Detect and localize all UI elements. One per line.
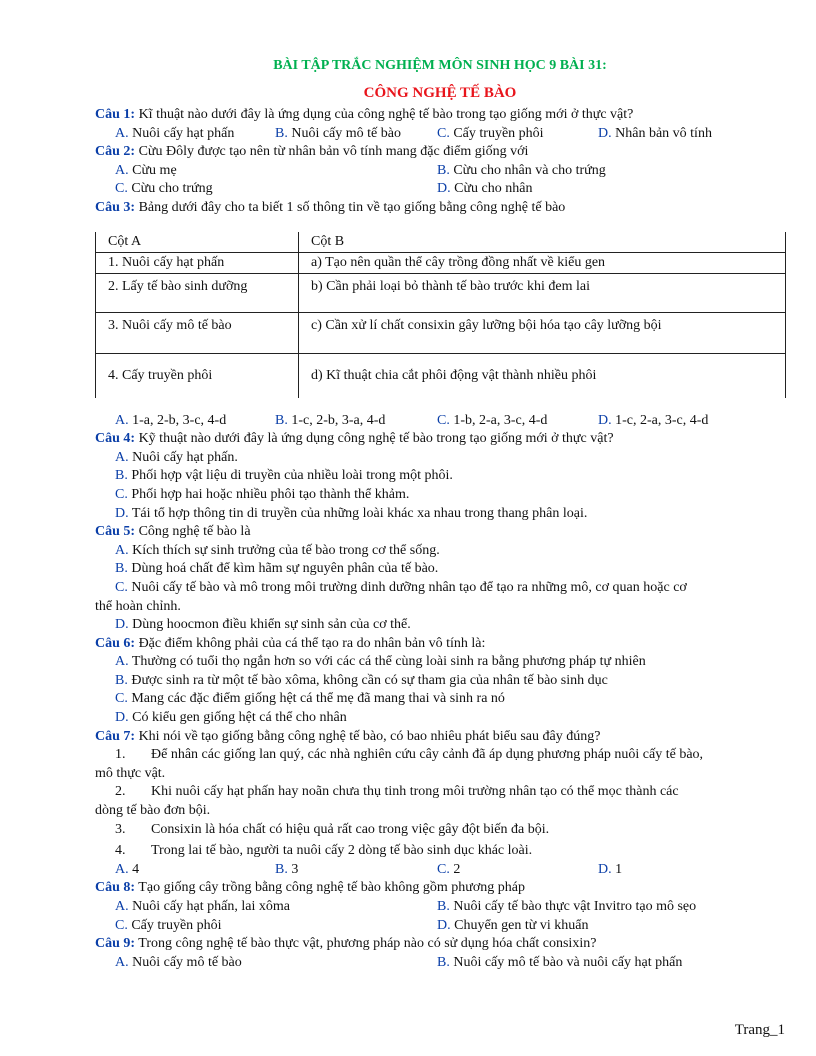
option-d: D. Dùng hoocmon điều khiển sự sinh sản của cơ thể. [115,617,411,633]
option-c: C. 1-b, 2-a, 3-c, 4-d [437,412,548,428]
option-d: D. Tái tổ hợp thông tin di truyền của những loài khác xa nhau trong thang phân loại. [115,505,588,521]
matching-table [95,232,786,398]
option-b: B. Cừu cho nhân và cho trứng [437,162,606,178]
statement-2: 2. Khi nuôi cấy hạt phấn hay noãn chưa thụ tinh trong môi trường nhân tạo có thể mọc thành các [115,784,679,800]
option-a: A. 1-a, 2-b, 3-c, 4-d [115,412,227,428]
question-8-options-row2 [95,917,785,936]
question-2-options-row2 [95,180,785,199]
question-3-options [95,412,785,431]
option-c: C. Cấy truyền phôi [115,917,222,933]
option-d: D. Chuyển gen từ vi khuẩn [437,917,589,933]
option-a: A. Nuôi cấy hạt phấn. [115,449,238,465]
question-9-options-row1 [95,954,785,973]
statement-4: 4. Trong lai tế bào, người ta nuôi cấy 2 dòng tế bào sinh dục khác loài. [115,843,533,859]
option-a: A. 4 [115,861,140,877]
option-a: A. Kích thích sự sinh trưởng của tế bào trong cơ thể sống. [115,542,440,558]
table-header-row [96,232,786,253]
option-c: C. Cấy truyền phôi [437,125,544,141]
question-1: Câu 1: Kĩ thuật nào dưới đây là ứng dụng của công nghệ tế bào trong tạo giống mới ở thực vật? [95,107,634,122]
option-a: A. Thường có tuổi thọ ngắn hơn so với các cá thể cùng loài sinh ra bằng phương pháp tự nhiên [115,654,646,670]
table-header-col-a: Cột A [96,232,299,253]
document-title: BÀI TẬP TRẮC NGHIỆM MÔN SINH HỌC 9 BÀI 31: [273,58,607,73]
option-b: B. 1-c, 2-b, 3-a, 4-d [275,412,386,428]
option-a: A. Nuôi cấy mô tế bào [115,954,242,970]
table-header-col-b: Cột B [299,232,786,253]
question-2-options-row1 [95,162,785,181]
option-b: B. Nuôi cấy tế bào thực vật Invitro tạo mô sẹo [437,899,697,914]
option-d: D. Nhân bản vô tính [598,125,712,141]
option-b: B. Nuôi cấy mô tế bào [275,125,401,141]
question-7-options [95,861,785,880]
option-d: D. Cừu cho nhân [437,181,533,197]
option-b: B. Được sinh ra từ một tế bào xôma, không cần có sự tham gia của nhân tế bào sinh dục [115,672,608,688]
question-8-options-row1 [95,898,785,917]
question-5: Câu 5: Công nghệ tế bào là [95,524,251,540]
option-a: A. Nuôi cấy hạt phấn [115,125,235,141]
question-9: Câu 9: Trong công nghệ tế bào thực vật, phương pháp nào có sử dụng hóa chất consixin? [95,936,597,952]
option-a: A. Nuôi cấy hạt phấn, lai xôma [115,899,290,914]
document-subtitle: CÔNG NGHỆ TẾ BÀO [363,85,517,101]
question-7: Câu 7: Khi nói về tạo giống bằng công nghệ tế bào, có bao nhiêu phát biểu sau đây đúng? [95,728,601,744]
option-b: B. Phối hợp vật liệu di truyền của nhiều loài trong một phôi. [115,468,453,484]
table-row: 1. Nuôi cấy hạt phấn a) Tạo nên quần thể cây trồng đồng nhất về kiểu gen [96,252,786,273]
question-3: Câu 3: Bảng dưới đây cho ta biết 1 số thông tin về tạo giống bằng công nghệ tế bào [95,199,566,215]
option-a: A. Cừu mẹ [115,162,177,178]
option-c: C. Cừu cho trứng [115,181,213,197]
option-d: D. Có kiểu gen giống hệt cá thể cho nhân [115,710,347,726]
statement-1-continuation: mô thực vật. [95,765,166,781]
question-6: Câu 6: Đặc điểm không phải của cá thể tạo ra do nhân bản vô tính là: [95,635,486,651]
option-c: C. Phối hợp hai hoặc nhiều phôi tạo thành thể khảm. [115,486,410,502]
page-number: Trang_1 [734,1022,785,1038]
option-b: B. Nuôi cấy mô tế bào và nuôi cấy hạt phấn [437,954,683,970]
question-4: Câu 4: Kỹ thuật nào dưới đây là ứng dụng công nghệ tế bào trong tạo giống mới ở thực vật? [95,431,614,447]
statement-2-continuation: dòng tế bào đơn bội. [95,803,211,819]
option-d: D. 1 [598,861,623,877]
option-d: D. 1-c, 2-a, 3-c, 4-d [598,412,709,428]
statement-1: 1. Để nhân các giống lan quý, các nhà nghiên cứu cây cảnh đã áp dụng phương pháp nuôi cấy tế bào, [115,747,704,763]
document-page [95,56,785,972]
question-1-options [95,125,785,144]
question-2: Câu 2: Cừu Đôly được tạo nên từ nhân bản vô tính mang đặc điểm giống với [95,144,529,160]
option-c: C. Nuôi cấy tế bào và mô trong môi trường dinh dưỡng nhân tạo để tạo ra những mô, cơ quan hoặc cơ [115,579,687,595]
option-b: B. Dùng hoá chất để kìm hãm sự nguyên phân của tế bào. [115,561,439,577]
option-c-continuation: thể hoàn chỉnh. [95,598,181,614]
option-b: B. 3 [275,861,299,877]
table-row: 4. Cấy truyền phôi d) Kĩ thuật chia cắt phôi động vật thành nhiều phôi [96,353,786,398]
question-8: Câu 8: Tạo giống cây trồng bằng công nghệ tế bào không gồm phương pháp [95,880,525,896]
table-row: 2. Lấy tế bào sinh dưỡng b) Cần phải loại bỏ thành tế bào trước khi đem lai [96,273,786,312]
option-c: C. Mang các đặc điểm giống hệt cá thể mẹ đã mang thai và sinh ra nó [115,691,505,707]
option-c: C. 2 [437,861,461,877]
table-row: 3. Nuôi cấy mô tế bào c) Cần xử lí chất consixin gây lưỡng bội hóa tạo cây lưỡng bội [96,312,786,353]
statement-3: 3. Consixin là hóa chất có hiệu quả rất cao trong việc gây đột biến đa bội. [115,821,550,837]
